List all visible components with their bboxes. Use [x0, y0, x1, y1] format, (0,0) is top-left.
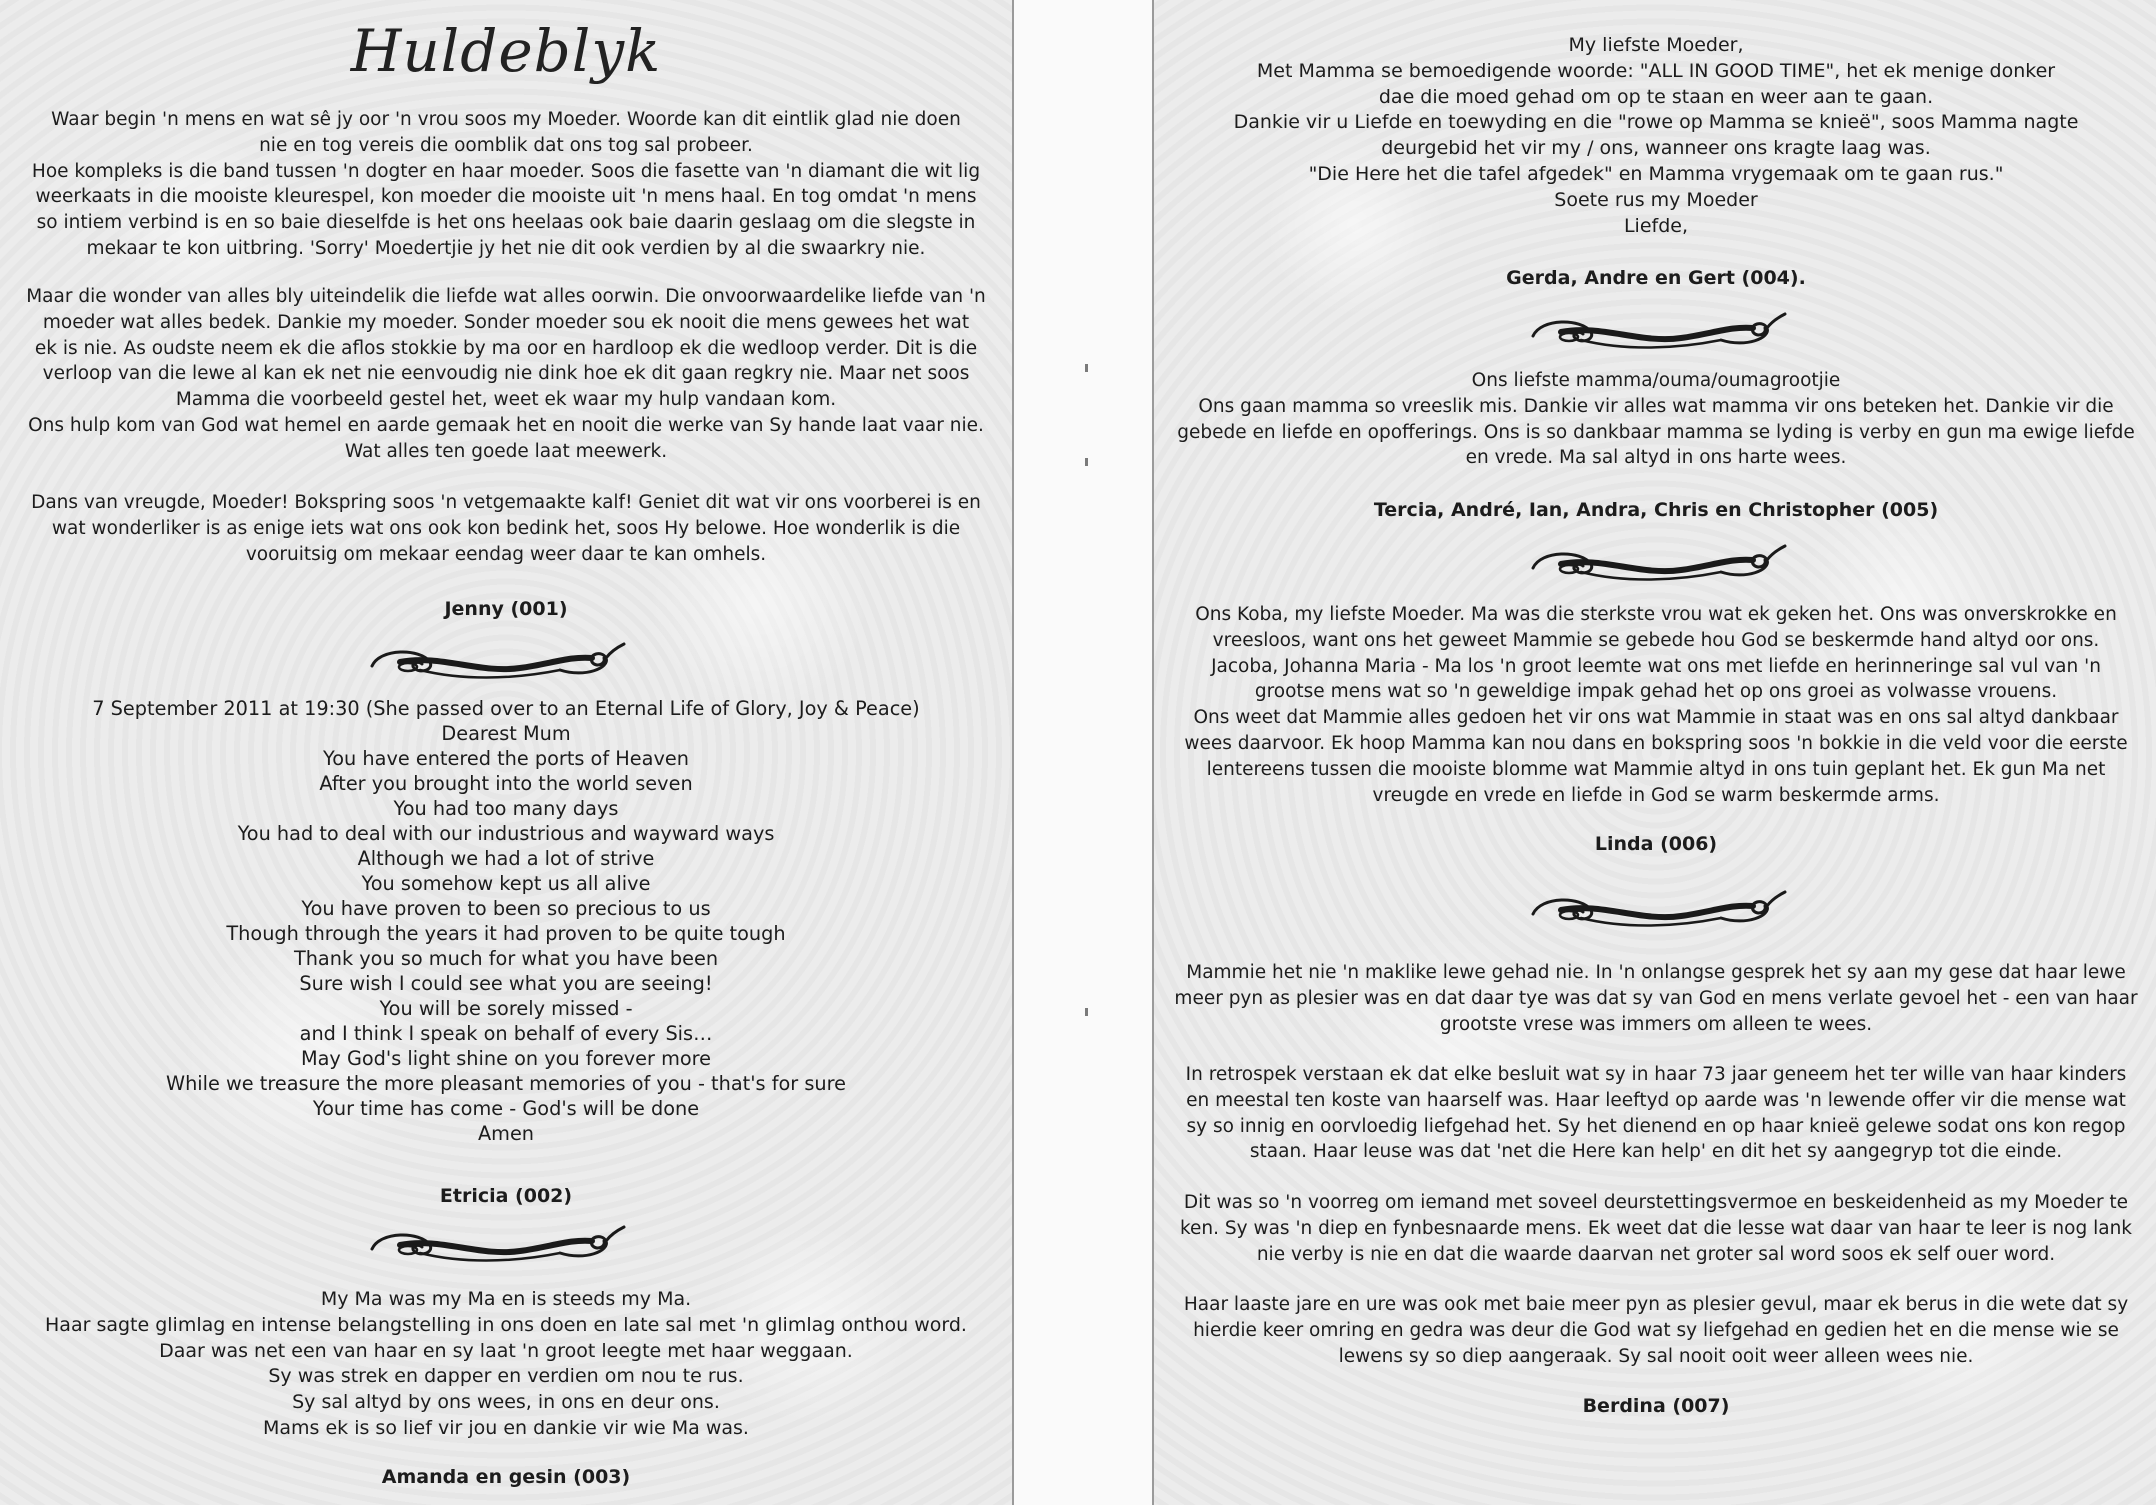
text-line: Though through the years it had proven to be quite tough	[226, 922, 786, 945]
tribute-paragraph	[0, 284, 1012, 465]
text-line: Hoe kompleks is die band tussen 'n dogter en haar moeder. Soos die fasette van 'n diamant die wit lig	[31, 160, 981, 182]
text-line: hierdie keer omring en gedra was deur die God wat sy liefgehad en gedien het en die mense wie se	[1193, 1319, 2119, 1341]
text-line: ken. Sy was 'n diep en fynbesnaarde mens. Ek weet dat die lesse wat daar van haar te leer is nog lank	[1179, 1217, 2133, 1239]
text-line: lewens sy so diep aangeraak. Sy sal nooit ooit weer alleen wees nie.	[1338, 1345, 1974, 1367]
text-line: grootste vrese was immers om alleen te wees.	[1439, 1013, 1873, 1035]
text-line: While we treasure the more pleasant memories of you - that's for sure	[166, 1072, 846, 1095]
text-line: grootse mens wat so 'n geweldige impak gehad het op ons groei as volwasse vrouens.	[1254, 681, 2058, 703]
tribute-paragraph	[0, 107, 1012, 262]
tribute-paragraph	[1154, 1190, 2156, 1267]
text-line: You had too many days	[393, 797, 619, 820]
text-line: Haar laaste jare en ure was ook met baie meer pyn as plesier gevul, maar ek berus in die wete dat sy	[1183, 1294, 2129, 1315]
text-line: gebede en liefde en opofferings. Ons is so dankbaar mamma se lyding is verby en gun ma ewige liefde	[1177, 421, 2135, 443]
text-line: Dearest Mum	[441, 722, 571, 745]
text-line: You have proven to been so precious to us	[301, 897, 711, 920]
text-line: After you brought into the world seven	[319, 772, 693, 795]
scroll-divider-icon	[1521, 888, 1791, 932]
text-line: Dans van vreugde, Moeder! Bokspring soos 'n vetgemaakte kalf! Geniet dit wat vir ons voorberei is en	[31, 492, 981, 513]
text-line: moeder wat alles bedek. Dankie my moeder. Sonder moeder sou ek nooit die mens gewees het wat	[42, 311, 970, 333]
text-line: "Die Here het die tafel afgedek" en Mamma vrygemaak om te gaan rus."	[1308, 162, 2004, 185]
text-line: so intiem verbind is en so baie dieselfde is het ons heelaas ook baie daarin geslaag om die slegste in	[36, 212, 976, 234]
text-line: Dankie vir u Liefde en toewyding en die "rowe op Mamma se knieë", soos Mamma nagte	[1233, 111, 2079, 134]
text-line: Mams ek is so lief vir jou en dankie vir wie Ma was.	[263, 1416, 749, 1439]
text-line: weerkaats in die mooiste kleurespel, kon moeder die mooiste uit 'n mens haal. En tog omdat 'n mens	[35, 186, 977, 208]
text-line: Sure wish I could see what you are seeing!	[299, 972, 713, 995]
text-line: Daar was net een van haar en sy laat 'n groot leegte met haar weggaan.	[159, 1339, 853, 1362]
text-line: wees daarvoor. Ek hoop Mamma kan nou dans en bokspring soos 'n bokkie in die veld voor die eerste	[1184, 732, 2128, 754]
text-line: My liefste Moeder,	[1568, 34, 1744, 56]
text-line: Sy sal altyd by ons wees, in ons en deur ons.	[292, 1391, 720, 1414]
signature: Amanda en gesin (003)	[381, 1466, 631, 1488]
text-line: Ons Koba, my liefste Moeder. Ma was die sterkste vrou wat ek geken het. Ons was onverskrokke en	[1195, 604, 2117, 625]
text-line: sy so innig en oorvloedig liefgehad het. Sy het dienend en op haar knieë gelewe sodat ons kon regop	[1186, 1115, 2126, 1137]
binding-mark	[1085, 364, 1088, 372]
text-line: Your time has come - God's will be done	[312, 1097, 700, 1120]
text-line: wat wonderliker is as enige iets wat ons ook kon bedink het, soos Hy belowe. Hoe wonderlik is die	[51, 517, 961, 539]
text-line: meer pyn as plesier was en dat daar tye was dat sy van God en mens verlate gevoel het - een van haar	[1174, 987, 2138, 1009]
text-line: Ons liefste mamma/ouma/oumagrootjie	[1471, 370, 1841, 391]
scroll-divider-icon	[1521, 310, 1791, 354]
text-line: You had to deal with our industrious and wayward ways	[237, 822, 775, 845]
text-line: verloop van die lewe al kan ek net nie eenvoudig nie dink hoe ek dit gaan regkry nie. Maar net soos	[42, 363, 970, 385]
text-line: Thank you so much for what you have been	[293, 947, 719, 970]
text-line: You will be sorely missed -	[379, 997, 633, 1020]
signature: Etricia (002)	[439, 1185, 573, 1207]
scroll-divider-icon	[360, 1223, 630, 1267]
text-line: vooruitsig om mekaar eendag weer daar te kan omhels.	[245, 543, 767, 565]
binding-mark	[1085, 458, 1088, 466]
text-line: You have entered the ports of Heaven	[323, 747, 689, 770]
text-line: Wat alles ten goede laat meewerk.	[344, 440, 668, 462]
right-page	[1152, 0, 2156, 1505]
tribute-paragraph	[0, 1287, 1012, 1442]
text-line: Haar sagte glimlag en intense belangstelling in ons doen en late sal met 'n glimlag onthou word.	[45, 1313, 967, 1336]
poem	[0, 696, 1012, 1146]
tribute-paragraph	[1154, 33, 2156, 239]
text-line: Jacoba, Johanna Maria - Ma los 'n groot leemte wat ons met liefde en herinneringe sal vul van 'n	[1211, 655, 2101, 677]
text-line: Although we had a lot of strive	[357, 847, 655, 870]
signature: Jenny (001)	[444, 598, 568, 620]
text-line: My Ma was my Ma en is steeds my Ma.	[320, 1288, 692, 1310]
text-line: Liefde,	[1623, 214, 1689, 237]
binding-mark	[1085, 1008, 1088, 1016]
text-line: staan. Haar leuse was dat 'net die Here kan help' en dit het sy aangegryp tot die einde.	[1249, 1141, 2063, 1163]
text-line: Ons gaan mamma so vreeslik mis. Dankie vir alles wat mamma vir ons beteken het. Dankie vir die	[1198, 395, 2114, 417]
text-line: Sy was strek en dapper en verdien om nou te rus.	[268, 1365, 744, 1388]
page-gutter	[1014, 0, 1152, 1505]
text-line: vreugde en vrede en liefde in God se warm beskermde arms.	[1372, 784, 1940, 806]
text-line: Met Mamma se bemoedigende woorde: "ALL IN GOOD TIME", het ek menige donker	[1256, 59, 2056, 82]
text-line: Mammie het nie 'n maklike lewe gehad nie. In 'n onlangse gesprek het sy aan my gese dat haar lewe	[1186, 962, 2126, 983]
tribute-paragraph	[1154, 602, 2156, 808]
tribute-paragraph	[1154, 1292, 2156, 1369]
text-line: nie en tog vereis die oomblik dat ons tog sal probeer.	[259, 134, 753, 156]
text-line: Mamma die voorbeeld gestel het, weet ek waar my hulp vandaan kom.	[175, 389, 837, 411]
text-line: In retrospek verstaan ek dat elke besluit wat sy in haar 73 jaar geneem het ter wille van haar kinders	[1185, 1064, 2127, 1085]
text-line: Ons weet dat Mammie alles gedoen het vir ons wat Mammie in staat was en ons sal altyd dankbaar	[1193, 707, 2119, 729]
text-line: en meestal ten koste van haarself was. Haar leeftyd op aarde was 'n lewende offer vir die mense wat	[1186, 1089, 2126, 1111]
text-line: You somehow kept us all alive	[361, 872, 651, 895]
page-title: Huldeblyk	[350, 17, 662, 85]
text-line: Waar begin 'n mens en wat sê jy oor 'n vrou soos my Moeder. Woorde kan dit eintlik glad nie doen	[51, 109, 961, 130]
text-line: mekaar te kon uitbring. 'Sorry' Moedertjie jy het nie dit ook verdien by al die swaarkry nie.	[86, 237, 926, 259]
text-line: Amen	[477, 1122, 535, 1145]
text-line: Maar die wonder van alles bly uiteindelik die liefde wat alles oorwin. Die onvoorwaardelike liefde van 'n	[26, 286, 986, 307]
text-line: ek is nie. As oudste neem ek die aflos stokkie by ma oor en hardloop ek die wedloop verder. Dit is die	[34, 337, 978, 359]
text-line: nie verby is nie en dat die waarde daarvan net groter sal word soos ek self ouer word.	[1256, 1243, 2056, 1265]
tribute-paragraph	[1154, 1062, 2156, 1165]
signature: Berdina (007)	[1582, 1395, 1730, 1417]
tribute-paragraph	[1154, 960, 2156, 1037]
scroll-divider-icon	[1521, 542, 1791, 586]
text-line: dae die moed gehad om op te staan en weer aan te gaan.	[1378, 85, 1934, 108]
text-line: and I think I speak on behalf of every Sis…	[299, 1022, 713, 1045]
text-line: lentereens tussen die mooiste blomme wat Mammie altyd in ons tuin geplant het. Ek gun Ma net	[1206, 758, 2106, 780]
text-line: en vrede. Ma sal altyd in ons harte wees.	[1465, 447, 1847, 469]
tribute-paragraph	[1154, 368, 2156, 471]
signature: Tercia, André, Ian, Andra, Chris en Christopher (005)	[1373, 499, 1939, 521]
left-page	[0, 0, 1014, 1505]
text-line: May God's light shine on you forever more	[300, 1047, 712, 1070]
text-line: deurgebid het vir my / ons, wanneer ons kragte laag was.	[1381, 137, 1931, 160]
tribute-paragraph	[0, 490, 1012, 567]
scroll-divider-icon	[360, 640, 630, 684]
text-line: Ons hulp kom van God wat hemel en aarde gemaak het en nooit die werke van Sy hande laat vaar nie.	[28, 414, 984, 436]
text-line: Dit was so 'n voorreg om iemand met soveel deurstettingsvermoe en beskeidenheid as my Moeder te	[1183, 1192, 2129, 1213]
signature: Gerda, Andre en Gert (004).	[1506, 267, 1806, 289]
text-line: 7 September 2011 at 19:30 (She passed over to an Eternal Life of Glory, Joy & Peace)	[92, 697, 920, 720]
text-line: Soete rus my Moeder	[1554, 188, 1758, 211]
text-line: vreesloos, want ons het geweet Mammie se gebede hou God se beskermde hand altyd oor ons.	[1212, 629, 2100, 651]
signature: Linda (006)	[1594, 833, 1718, 855]
